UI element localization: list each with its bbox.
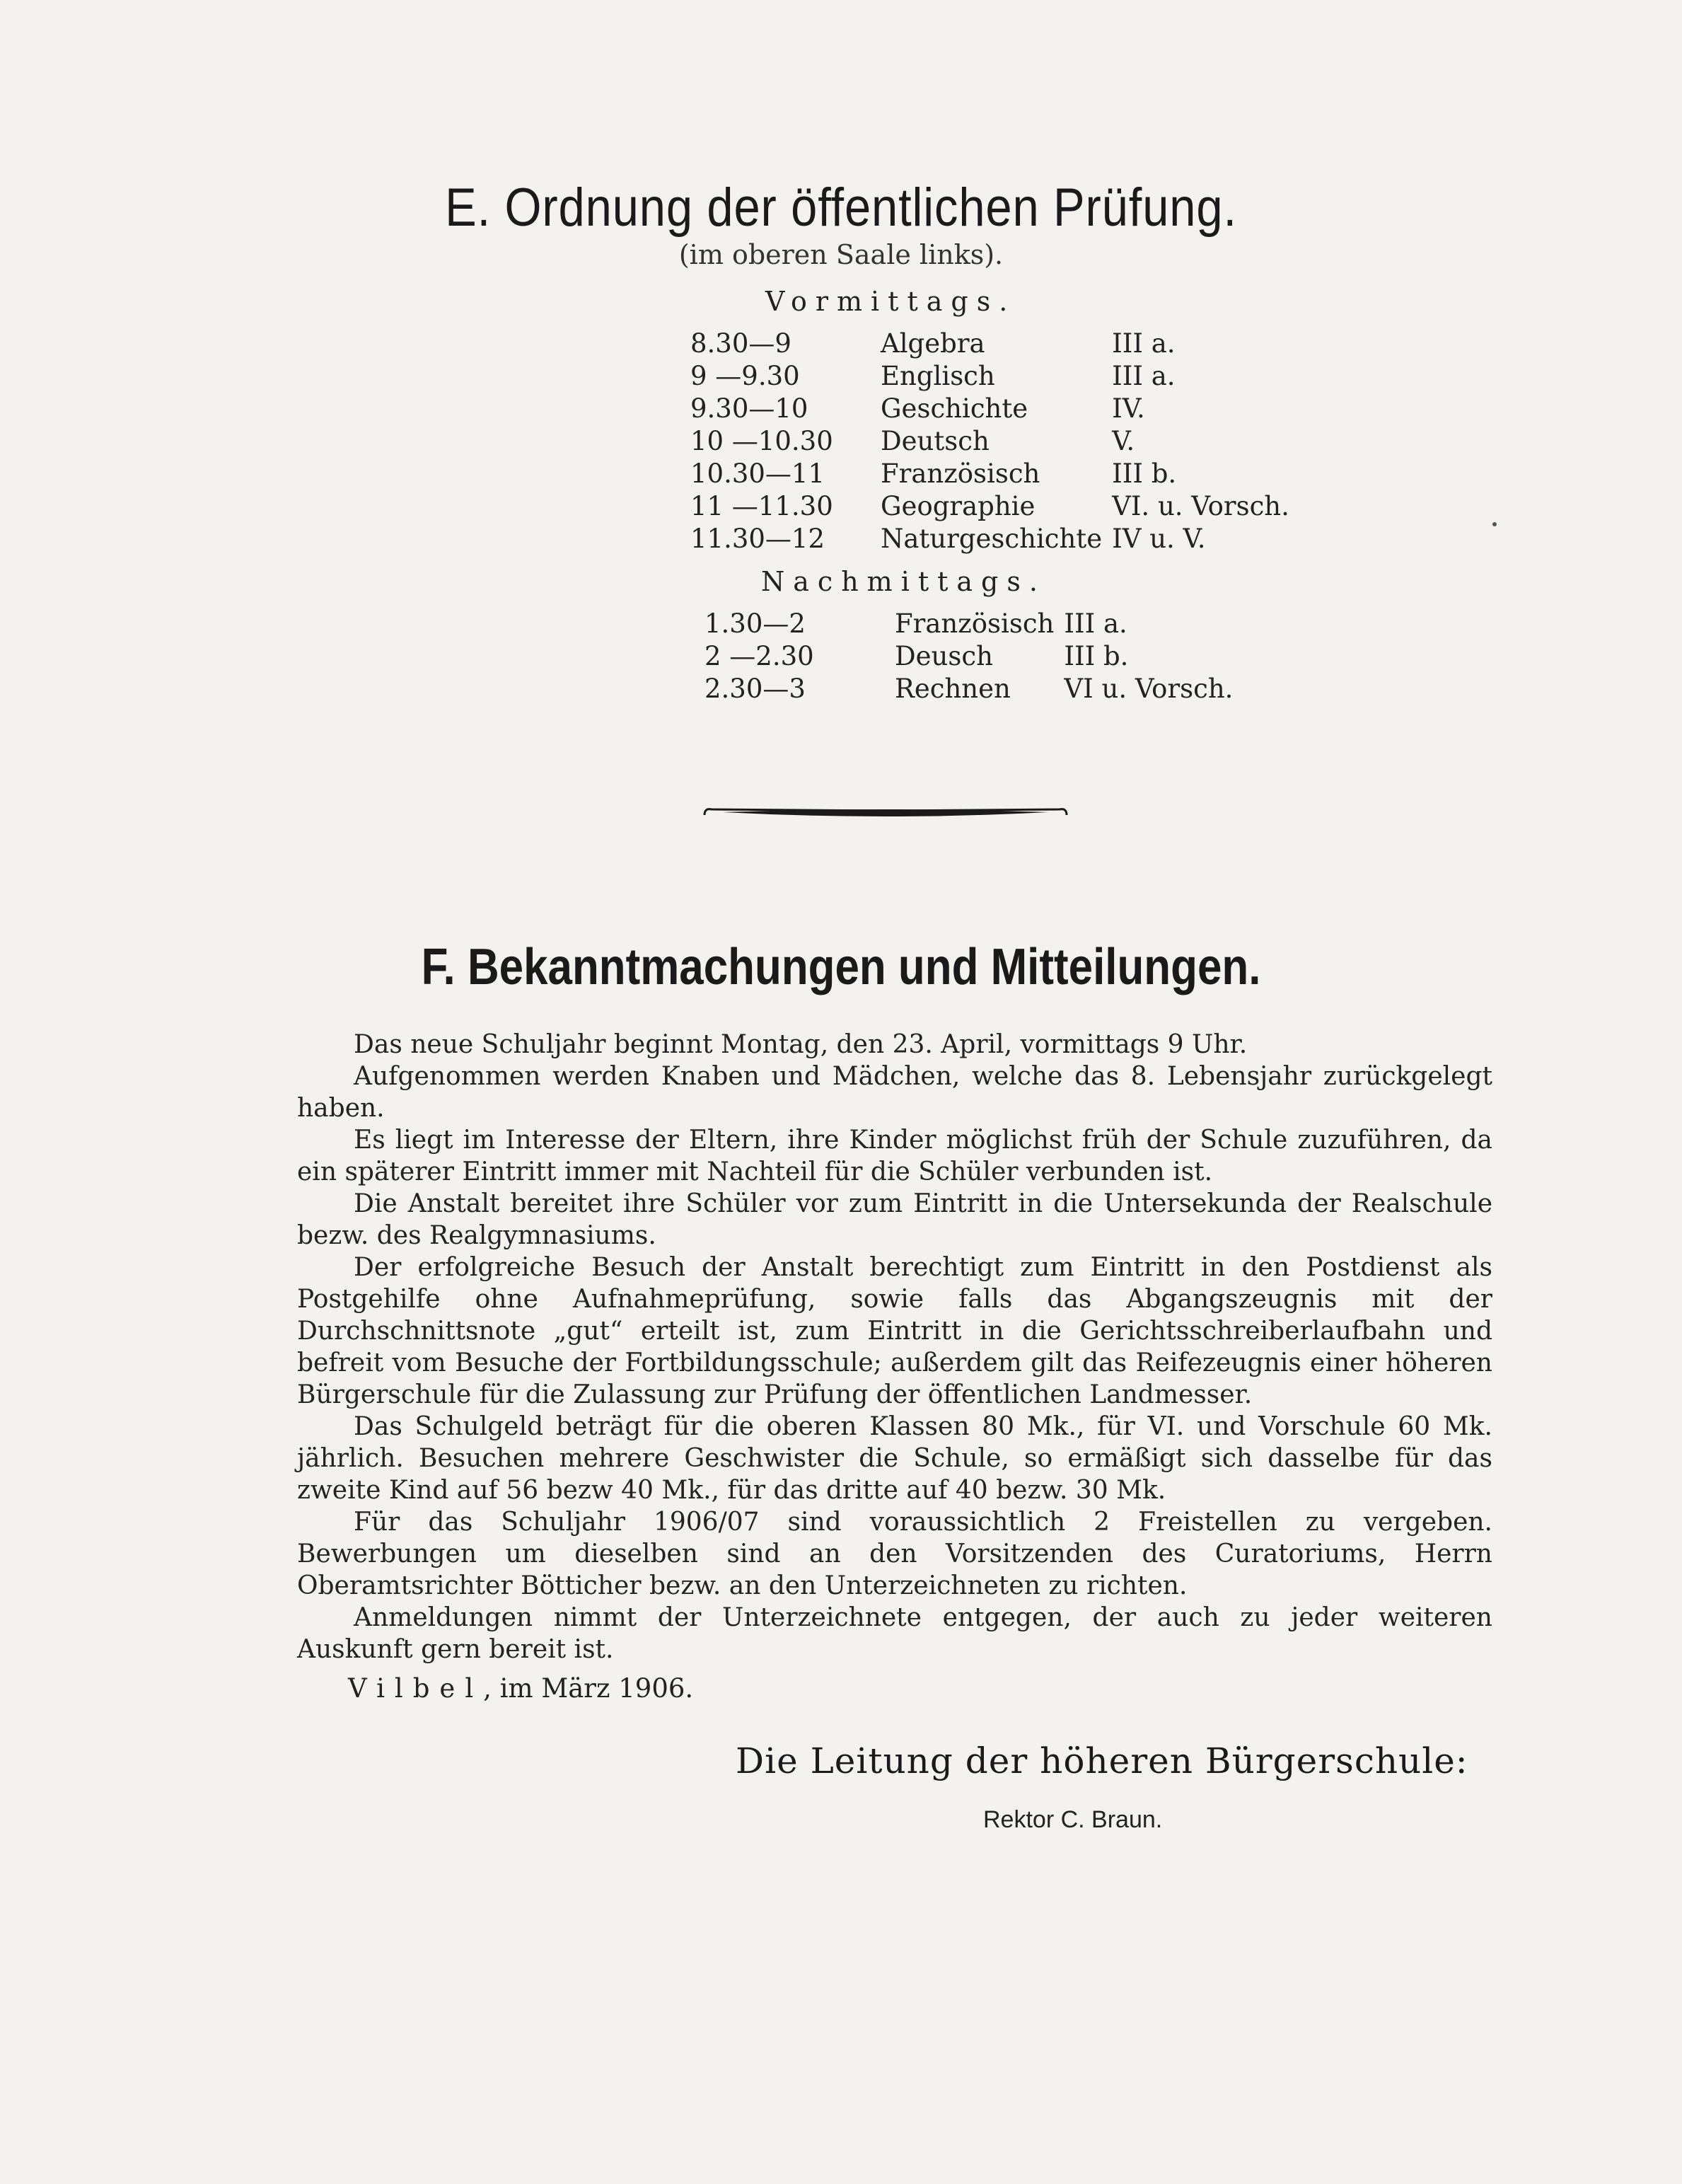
paragraph-3: Es liegt im Interesse der Eltern, ihre Kinder möglichst früh der Schule zuzuführen, da ein späterer Eintritt immer mit Nachteil für die Schüler verbunden ist. <box>297 1126 1492 1186</box>
morning-subject: Naturgeschichte <box>881 523 1103 554</box>
morning-schedule-table <box>690 327 1299 555</box>
afternoon-class: III a. <box>1064 608 1127 639</box>
section-f-title: F. Bekanntmachungen und Mitteilungen. <box>421 939 1261 995</box>
morning-subject: Französisch <box>881 458 1040 489</box>
section-e-title: E. Ordnung der öffentlichen Prüfung. <box>445 178 1237 238</box>
morning-row <box>690 424 1299 457</box>
place-name: Vilbel <box>348 1673 484 1704</box>
afternoon-class: VI u. Vorsch. <box>1064 673 1234 704</box>
paragraph-6: Das Schulgeld beträgt für die oberen Klassen 80 Mk., für VI. und Vorschule 60 Mk. jährlich. Besuchen mehrere Geschwister die Schule, so ermäßigt sich dasselbe für das zweite Kind auf 56 bezw 40 Mk., für das dritte auf 40 bezw. 30 Mk. <box>297 1412 1492 1505</box>
morning-time: 11.30—12 <box>690 523 825 554</box>
morning-time: 11 —11.30 <box>690 490 833 521</box>
afternoon-row <box>704 607 1243 640</box>
morning-class: VI. u. Vorsch. <box>1112 490 1289 521</box>
afternoon-row <box>704 640 1243 672</box>
afternoon-subject: Rechnen <box>895 673 1011 704</box>
afternoon-class: III b. <box>1064 640 1129 671</box>
morning-class: III b. <box>1112 458 1177 489</box>
morning-row <box>690 457 1299 490</box>
morning-row <box>690 490 1299 522</box>
morning-row <box>690 359 1299 392</box>
morning-heading: Vormittags. <box>765 286 1016 317</box>
announcements-body <box>297 1029 1492 1665</box>
morning-time: 8.30—9 <box>690 328 791 359</box>
place-date-line <box>348 1673 693 1704</box>
paragraph-8: Anmeldungen nimmt der Unterzeichnete entgegen, der auch zu jeder weiteren Auskunft gern bereit ist. <box>297 1603 1492 1664</box>
afternoon-time: 2.30—3 <box>704 673 806 704</box>
morning-row <box>690 392 1299 424</box>
section-e-subtitle: (im oberen Saale links). <box>678 239 1004 270</box>
morning-row <box>690 327 1299 359</box>
morning-time: 9.30—10 <box>690 393 808 424</box>
morning-class: IV u. V. <box>1112 523 1206 554</box>
paragraph-2: Aufgenommen werden Knaben und Mädchen, welche das 8. Lebensjahr zurückgelegt haben. <box>297 1062 1492 1123</box>
signature-line: Die Leitung der höheren Bürgerschule: <box>736 1740 1468 1781</box>
morning-class: III a. <box>1112 328 1176 359</box>
morning-time: 9 —9.30 <box>690 360 800 391</box>
paragraph-4: Die Anstalt bereitet ihre Schüler vor zum Eintritt in die Untersekunda der Realschule bezw. des Realgymnasiums. <box>297 1189 1492 1250</box>
afternoon-subject: Französisch <box>895 608 1055 639</box>
afternoon-row <box>704 672 1243 705</box>
morning-class: V. <box>1112 425 1135 456</box>
ornamental-divider <box>702 805 1069 821</box>
morning-subject: Englisch <box>881 360 995 391</box>
afternoon-heading: Nachmittags. <box>761 566 1046 597</box>
morning-row <box>690 522 1299 555</box>
morning-subject: Algebra <box>881 328 985 359</box>
afternoon-time: 1.30—2 <box>704 608 806 639</box>
morning-subject: Geschichte <box>881 393 1028 424</box>
paper-speck <box>1492 522 1497 526</box>
afternoon-schedule-table <box>704 607 1243 705</box>
morning-subject: Deutsch <box>881 425 990 456</box>
morning-time: 10.30—11 <box>690 458 825 489</box>
paragraph-5: Der erfolgreiche Besuch der Anstalt berechtigt zum Eintritt in den Postdienst als Postgehilfe ohne Aufnahmeprüfung, sowie falls das Abgangszeugnis mit der Durchschnittsnote „gut“ erteilt ist, zum Eintritt in die Gerichtsschreiberlaufbahn und befreit vom Besuche der Fortbildungsschule; außerdem gilt das Reifezeugnis einer höheren Bürgerschule für die Zulassung zur Prüfung der öffentlichen Landmesser. <box>297 1253 1492 1409</box>
paragraph-7: Für das Schuljahr 1906/07 sind voraussichtlich 2 Freistellen zu vergeben. Bewerbungen um dieselben sind an den Vorsitzenden des Curatoriums, Herrn Oberamtsrichter Bötticher bezw. an den Unterzeichneten zu richten. <box>297 1508 1492 1600</box>
afternoon-subject: Deusch <box>895 640 993 671</box>
rector-name: Rektor C. Braun. <box>983 1806 1163 1833</box>
morning-time: 10 —10.30 <box>690 425 833 456</box>
date-text: , im März 1906. <box>483 1673 694 1704</box>
morning-subject: Geographie <box>881 490 1036 521</box>
afternoon-time: 2 —2.30 <box>704 640 814 671</box>
paragraph-1: Das neue Schuljahr beginnt Montag, den 23. April, vormittags 9 Uhr. <box>354 1030 1248 1059</box>
morning-class: IV. <box>1112 393 1145 424</box>
morning-class: III a. <box>1112 360 1176 391</box>
